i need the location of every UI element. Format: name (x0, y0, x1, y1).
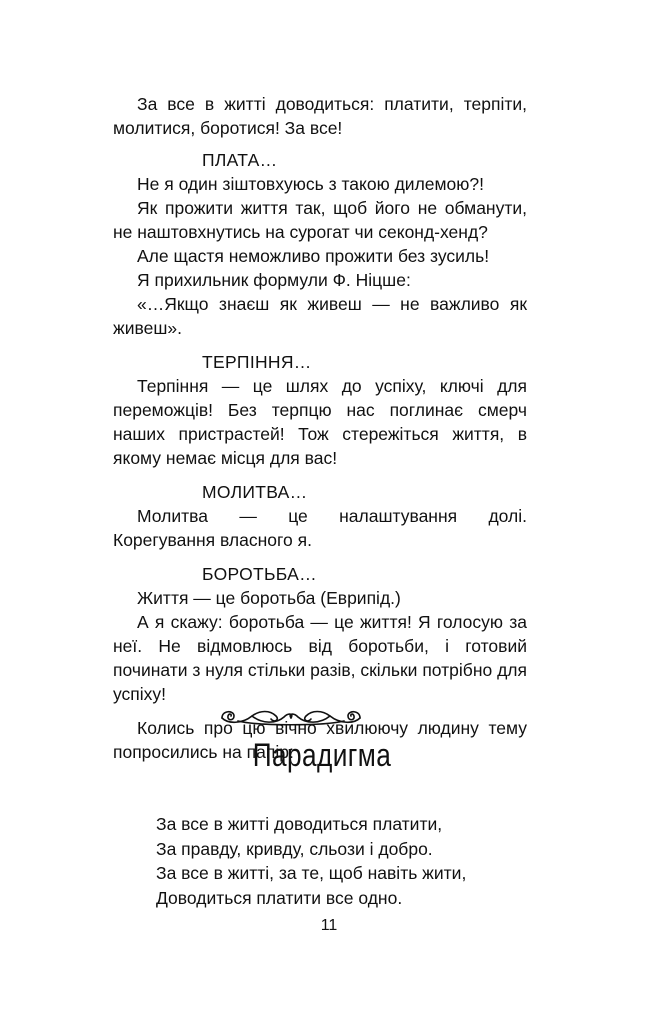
paragraph: Я прихильник формули Ф. Ніцше: (137, 270, 411, 290)
paragraph: Молитва — це налаштування долі. Корегування власного я. (113, 506, 527, 550)
page-body (113, 92, 527, 764)
page-number: 11 (320, 917, 338, 934)
section-heading-terpinnya: ТЕРПІННЯ… (202, 352, 312, 372)
paragraph: Не я один зіштовхуюсь з такою дилемою?! (137, 174, 485, 194)
section-heading-borotba: БОРОТЬБА… (202, 564, 317, 584)
paragraph: Але щастя неможливо прожити без зусиль! (137, 246, 490, 266)
poem-line: За правду, кривду, сльози і добро. (156, 838, 433, 859)
poem-title: Парадигма (252, 737, 392, 773)
poem-line: За все в житті доводиться платити, (156, 814, 443, 834)
paragraph: Як прожити життя так, щоб його не обманути, не наштовхнутись на сурогат чи секонд-хенд? (113, 198, 527, 242)
ornament-divider-icon (218, 704, 364, 730)
quote-paragraph: «…Якщо знаєш як живеш — не важливо як живеш». (113, 294, 527, 338)
paragraph: Життя — це боротьба (Еврипід.) (137, 588, 401, 608)
poem-stanza (156, 812, 466, 910)
paragraph: За все в житті доводиться: платити, терпіти, молитися, боротися! За все! (113, 94, 527, 138)
paragraph: Колись про цю вічно хвилюючу людину тему попросились на папір: (113, 718, 527, 762)
section-heading-plata: ПЛАТА… (202, 150, 278, 170)
section-heading-molytva: МОЛИТВА… (202, 482, 308, 502)
poem-line: За все в житті, за те, щоб навіть жити, (156, 863, 467, 883)
poem-line: Доводиться платити все одно. (156, 887, 403, 908)
paragraph: А я скажу: боротьба — це життя! Я голосую за неї. Не відмовлюсь від боротьби, і готовий починати з нуля стільки разів, скільки потрібно для успіху! (113, 612, 527, 704)
paragraph: Терпіння — це шлях до успіху, ключі для переможців! Без терпцю нас поглинає смерч наших пристрастей! Тож стережіться життя, в якому немає місця для вас! (113, 376, 527, 468)
